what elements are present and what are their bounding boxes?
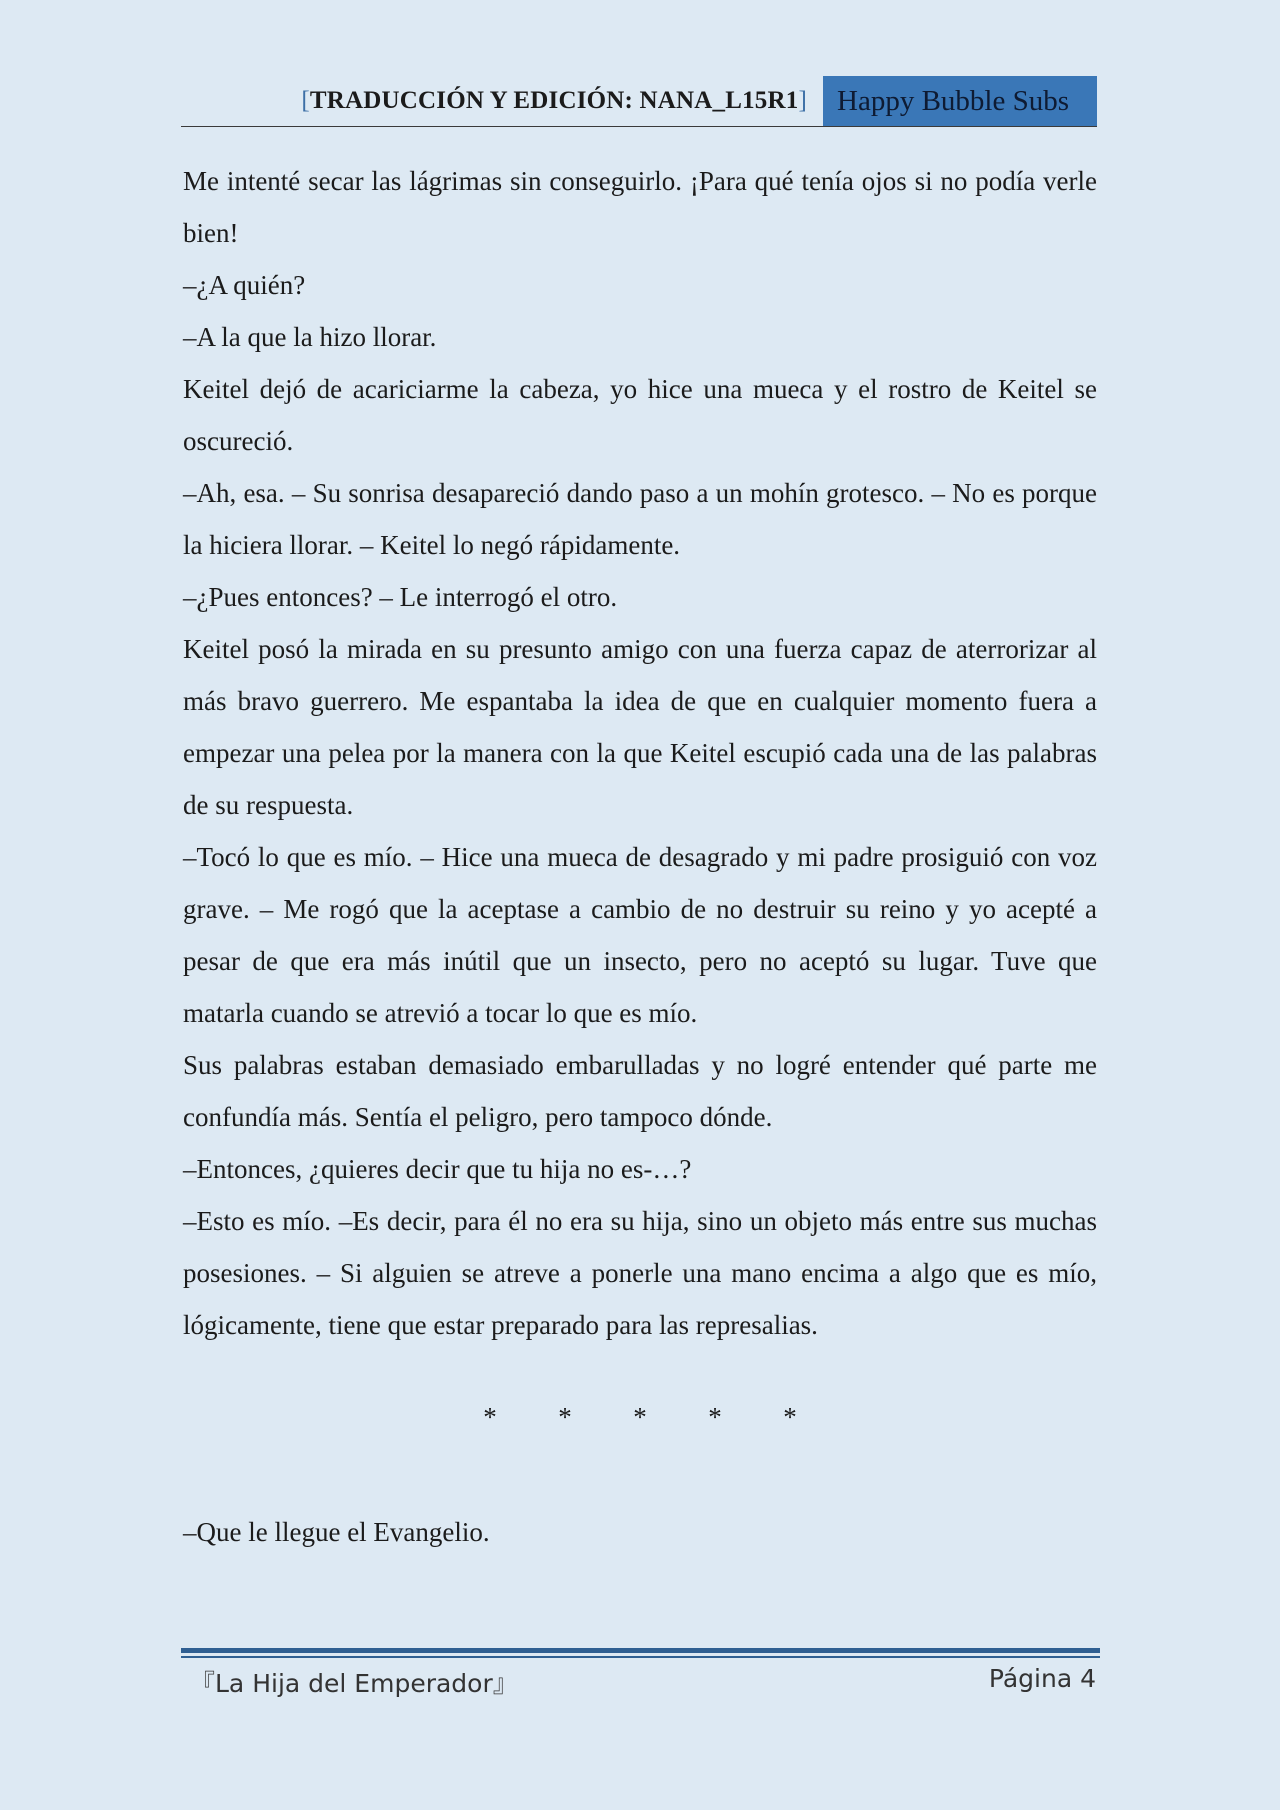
footer-book-title: 『La Hija del Emperador』	[190, 1669, 518, 1698]
paragraph: Sus palabras estaban demasiado embarulladas y no logré entender qué parte me confundía más. Sentía el peligro, pero tampoco dónde.	[183, 1050, 1097, 1132]
separator-star: *	[783, 1402, 797, 1432]
paragraph: –¿Pues entonces? – Le interrogó el otro.	[183, 582, 618, 612]
paragraph: Me intenté secar las lágrimas sin conseguirlo. ¡Para qué tenía ojos si no podía verle bien!	[183, 166, 1097, 248]
paragraph: –Esto es mío. –Es decir, para él no era su hija, sino un objeto más entre sus muchas posesiones. – Si alguien se atreve a ponerle una mano encima a algo que es mío, lógicamente, tiene que estar preparado para las represalias.	[183, 1206, 1097, 1340]
scene-separator	[0, 1402, 1280, 1433]
separator-star: *	[633, 1402, 647, 1432]
separator-star: *	[483, 1402, 497, 1432]
paragraph: –A la que la hizo llorar.	[183, 322, 437, 352]
closing-line: –Que le llegue el Evangelio.	[183, 1517, 490, 1547]
header-credit	[301, 87, 807, 115]
footer-page-number: Página 4	[988, 1664, 1096, 1693]
page-header	[181, 76, 1097, 127]
paragraph: –Tocó lo que es mío. – Hice una mueca de desagrado y mi padre prosiguió con voz grave. – Me rogó que la aceptase a cambio de no destruir su reino y yo acepté a pesar de que era más inútil que un insecto, pero no aceptó su lugar. Tuve que matarla cuando se atrevió a tocar lo que es mío.	[183, 842, 1097, 1028]
separator-star: *	[708, 1402, 722, 1432]
header-close-bracket: ]	[798, 87, 807, 114]
header-credit-text: TRADUCCIÓN Y EDICIÓN: NANA_L15R1	[309, 87, 799, 114]
paragraph: –Ah, esa. – Su sonrisa desapareció dando paso a un mohín grotesco. – No es porque la hiciera llorar. – Keitel lo negó rápidamente.	[183, 478, 1097, 560]
chapter-body	[183, 155, 1097, 1351]
header-group-badge: Happy Bubble Subs	[823, 76, 1097, 126]
paragraph: –¿A quién?	[183, 270, 306, 300]
footer-rule-thin	[181, 1656, 1100, 1658]
header-open-bracket: [	[301, 87, 310, 114]
paragraph: –Entonces, ¿quieres decir que tu hija no es-…?	[183, 1154, 692, 1184]
paragraph: Keitel dejó de acariciarme la cabeza, yo hice una mueca y el rostro de Keitel se oscureció.	[183, 374, 1097, 456]
paragraph: Keitel posó la mirada en su presunto amigo con una fuerza capaz de aterrorizar al más bravo guerrero. Me espantaba la idea de que en cualquier momento fuera a empezar una pelea por la manera con la que Keitel escupió cada una de las palabras de su respuesta.	[183, 634, 1097, 820]
footer-rule	[181, 1648, 1100, 1653]
separator-star: *	[558, 1402, 572, 1432]
